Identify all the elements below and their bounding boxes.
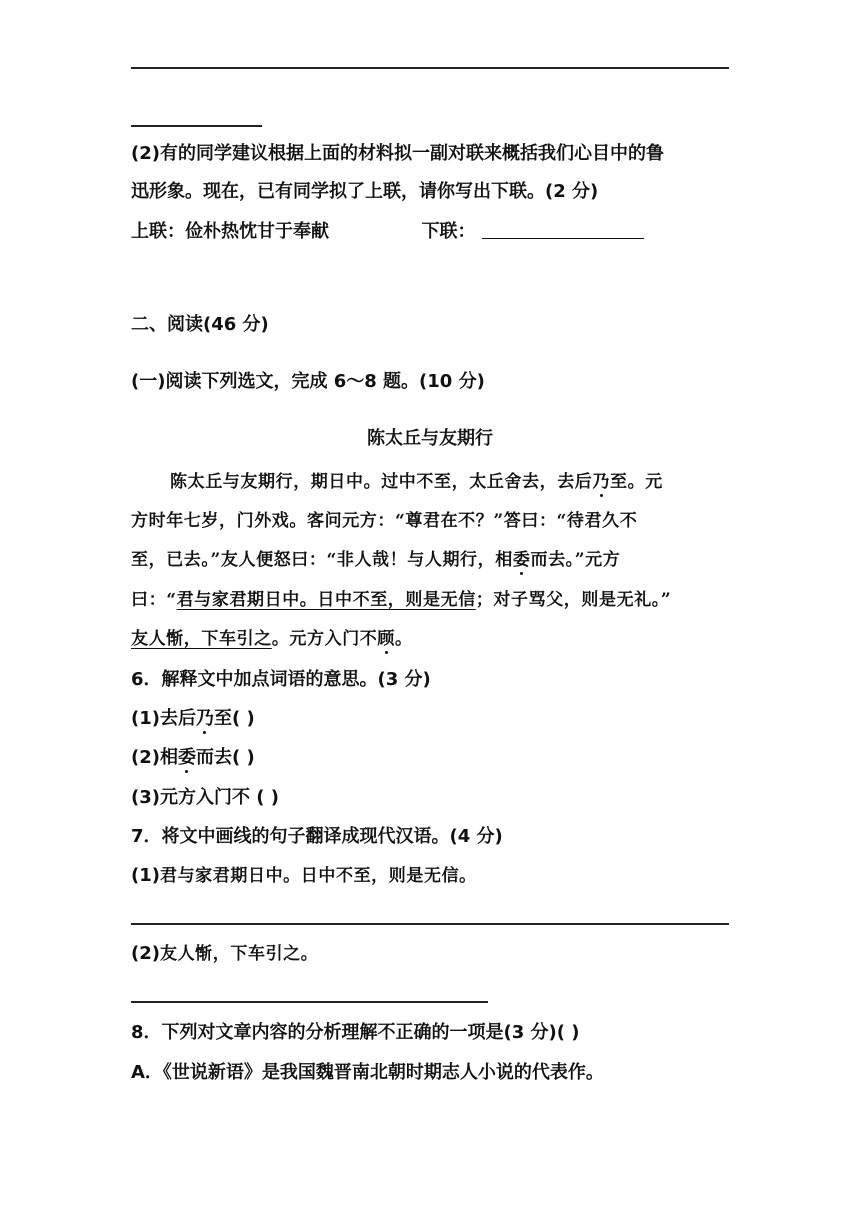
- q6-item-3: (3)元方入门不 ( ): [131, 787, 279, 808]
- q8-option-a: A．《世说新语》是我国魏晋南北朝时期志人小说的代表作。: [131, 1062, 604, 1083]
- lower-couplet-label: 下联：: [421, 221, 476, 242]
- dotted-word-nai: 乃: [592, 472, 611, 492]
- passage-line-5: 友人惭，下车引之。元方入门不顾。: [131, 629, 413, 649]
- q7-sentence-2: (2)友人惭，下车引之。: [131, 943, 319, 964]
- q6-stem: 6．解释文中加点词语的意思。(3 分): [131, 669, 431, 690]
- passage-line-1: 陈太丘与友期行，期日中。过中不至，太丘舍去，去后乃至。元: [170, 472, 663, 492]
- q6-item-1: (1)去后乃至( ): [131, 708, 255, 729]
- underlined-sentence-2: 友人惭，下车引之: [131, 629, 272, 649]
- passage-line-2: 方时年七岁，门外戏。客问元方：“尊君在不？”答曰：“待君久不: [131, 511, 638, 531]
- q7-answer-line-2[interactable]: [131, 1001, 488, 1003]
- q6-item-2: (2)相委而去( ): [131, 747, 255, 768]
- dotted-word-wei: 委: [512, 550, 531, 570]
- lower-couplet-blank[interactable]: [482, 220, 644, 239]
- answer-blank-prev: [131, 125, 262, 127]
- underlined-sentence-1: 君与家君期日中。日中不至，则是无信: [176, 590, 476, 610]
- header-rule: [131, 67, 729, 69]
- passage-title: 陈太丘与友期行: [367, 428, 493, 449]
- q7-sentence-1: (1)君与家君期日中。日中不至，则是无信。: [131, 865, 477, 886]
- q5-part2-line2: 迅形象。现在，已有同学拟了上联，请你写出下联。(2 分): [131, 181, 599, 202]
- q5-part2-line1: (2)有的同学建议根据上面的材料拟一副对联来概括我们心目中的鲁: [131, 143, 664, 164]
- upper-couplet: 上联：俭朴热忱甘于奉献: [131, 221, 329, 242]
- q7-stem: 7．将文中画线的句子翻译成现代汉语。(4 分): [131, 826, 503, 847]
- passage-line-4: 曰：“君与家君期日中。日中不至，则是无信；对子骂父，则是无礼。”: [131, 590, 672, 610]
- q8-stem: 8．下列对文章内容的分析理解不正确的一项是(3 分)( ): [131, 1022, 580, 1043]
- couplet-line: [131, 219, 644, 245]
- passage-line-3: 至，已去。”友人便怒曰：“非人哉！与人期行，相委而去。”元方: [131, 550, 621, 570]
- dotted-word-gu: 顾: [377, 629, 396, 649]
- section2-heading: 二、阅读(46 分): [131, 314, 269, 335]
- q7-answer-line-1[interactable]: [131, 923, 729, 925]
- part1-intro: (一)阅读下列选文，完成 6～8 题。(10 分): [131, 371, 485, 392]
